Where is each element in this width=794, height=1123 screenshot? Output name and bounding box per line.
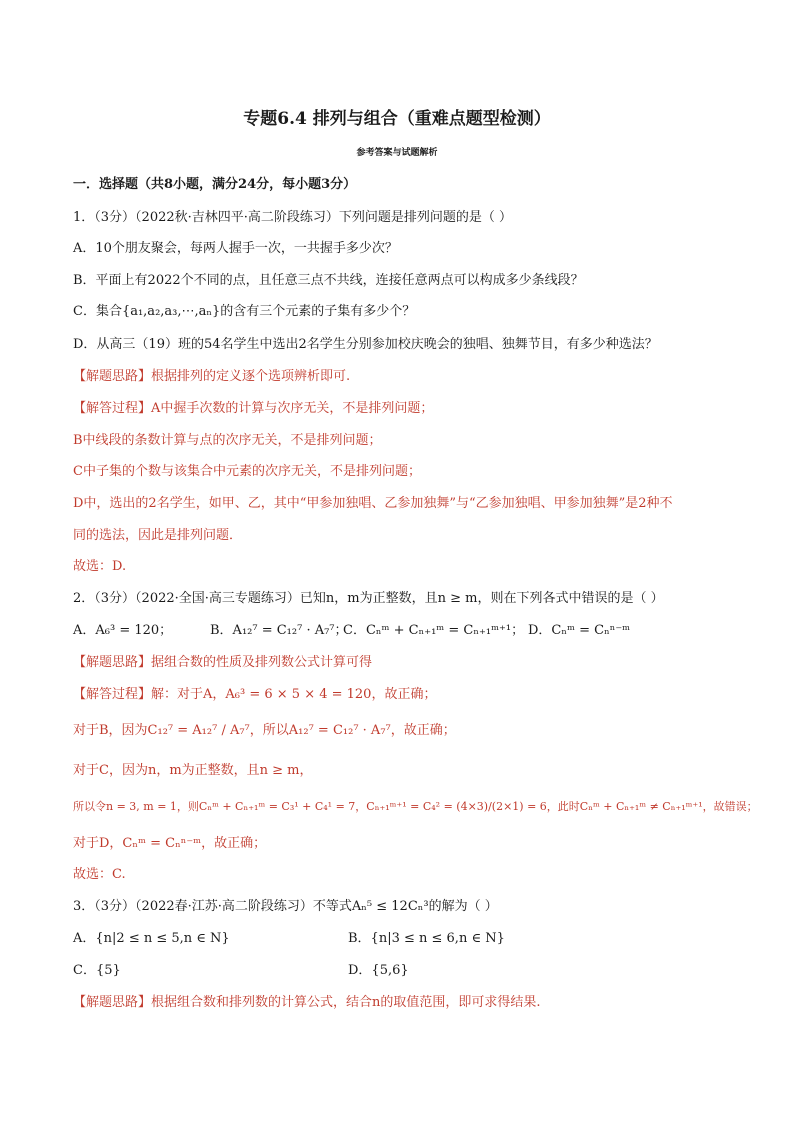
q3-option-a: A．{n|2 ≤ n ≤ 5,n ∈ N} xyxy=(73,931,230,946)
q2-process-2: 对于B，因为C₁₂⁷ = A₁₂⁷ / A₇⁷，所以A₁₂⁷ = C₁₂⁷ · A₇⁷，故正确； xyxy=(73,723,456,738)
q1-process-2: B中线段的条数计算与点的次序无关，不是排列问题； xyxy=(73,433,382,448)
q2-option-b: B．A₁₂⁷ = C₁₂⁷ · A₇⁷； xyxy=(210,623,348,638)
q2-process-4: 所以令n = 3, m = 1，则Cₙᵐ + Cₙ₊₁ᵐ = C₃¹ + C₄¹ = 7，Cₙ₊₁ᵐ⁺¹ = C₄² = (4×3)/(2×1) = 6，此时Cₙᵐ + Cₙ₊₁ᵐ ≠ Cₙ₊₁ᵐ⁺¹，故错误； xyxy=(73,800,758,813)
q3-option-d: D．{5,6} xyxy=(348,963,409,978)
q3-option-b: B．{n|3 ≤ n ≤ 6,n ∈ N} xyxy=(348,931,505,946)
q1-hint: 【解题思路】根据排列的定义逐个选项辨析即可. xyxy=(73,369,351,384)
q3-stem: 3．（3分）（2022春·江苏·高二阶段练习）不等式Aₙ⁵ ≤ 12Cₙ³的解为（ ） xyxy=(73,899,498,914)
page-subtitle: 参考答案与试题解析 xyxy=(356,148,438,158)
q2-option-d: D．Cₙᵐ = Cₙⁿ⁻ᵐ xyxy=(528,623,631,638)
page-title: 专题6.4 排列与组合（重难点题型检测） xyxy=(243,109,551,129)
q2-answer: 故选：C. xyxy=(73,867,126,882)
q1-answer: 故选：D. xyxy=(73,559,127,574)
q1-process-5: 同的选法，因此是排列问题． xyxy=(73,528,243,543)
q1-option-c: C．集合{a₁,a₂,a₃,⋯,aₙ}的含有三个元素的子集有多少个？ xyxy=(73,304,416,319)
q1-process-4: D中，选出的2名学生，如甲、乙，其中“甲参加独唱、乙参加独舞”与“乙参加独唱、甲参加独舞”是2种不 xyxy=(73,496,673,511)
q2-process-5: 对于D，Cₙᵐ = Cₙⁿ⁻ᵐ，故正确； xyxy=(73,836,267,851)
q2-stem: 2．（3分）（2022·全国·高三专题练习）已知n，m为正整数，且n ≥ m，则在下列各式中错误的是（ ） xyxy=(73,591,664,606)
q1-process-3: C中子集的个数与该集合中元素的次序无关，不是排列问题； xyxy=(73,464,421,479)
q1-stem: 1．（3分）（2022秋·吉林四平·高二阶段练习）下列问题是排列问题的是（ ） xyxy=(73,210,513,225)
q1-option-a: A．10个朋友聚会，每两人握手一次，一共握手多少次？ xyxy=(73,241,398,256)
q2-option-a: A．A₆³ = 120； xyxy=(73,623,173,638)
q2-option-c: C．Cₙᵐ + Cₙ₊₁ᵐ = Cₙ₊₁ᵐ⁺¹； xyxy=(343,623,525,638)
q1-process-1: 【解答过程】A中握手次数的计算与次序无关，不是排列问题； xyxy=(73,401,434,416)
q3-option-c: C．{5} xyxy=(73,963,121,978)
q1-option-d: D．从高三（19）班的54名学生中选出2名学生分别参加校庆晚会的独唱、独舞节目，有多少种选法？ xyxy=(73,337,658,352)
q2-process-1: 【解答过程】解：对于A，A₆³ = 6 × 5 × 4 = 120，故正确； xyxy=(73,687,437,702)
q2-hint: 【解题思路】据组合数的性质及排列数公式计算可得 xyxy=(73,655,373,670)
q2-process-3: 对于C，因为n，m为正整数，且n ≥ m， xyxy=(73,763,313,778)
section-heading: 一．选择题（共8小题，满分24分，每小题3分） xyxy=(73,177,357,192)
q3-hint: 【解题思路】根据组合数和排列数的计算公式，结合n的取值范围，即可求得结果. xyxy=(73,995,541,1010)
q1-option-b: B．平面上有2022个不同的点，且任意三点不共线，连接任意两点可以构成多少条线段？ xyxy=(73,273,584,288)
